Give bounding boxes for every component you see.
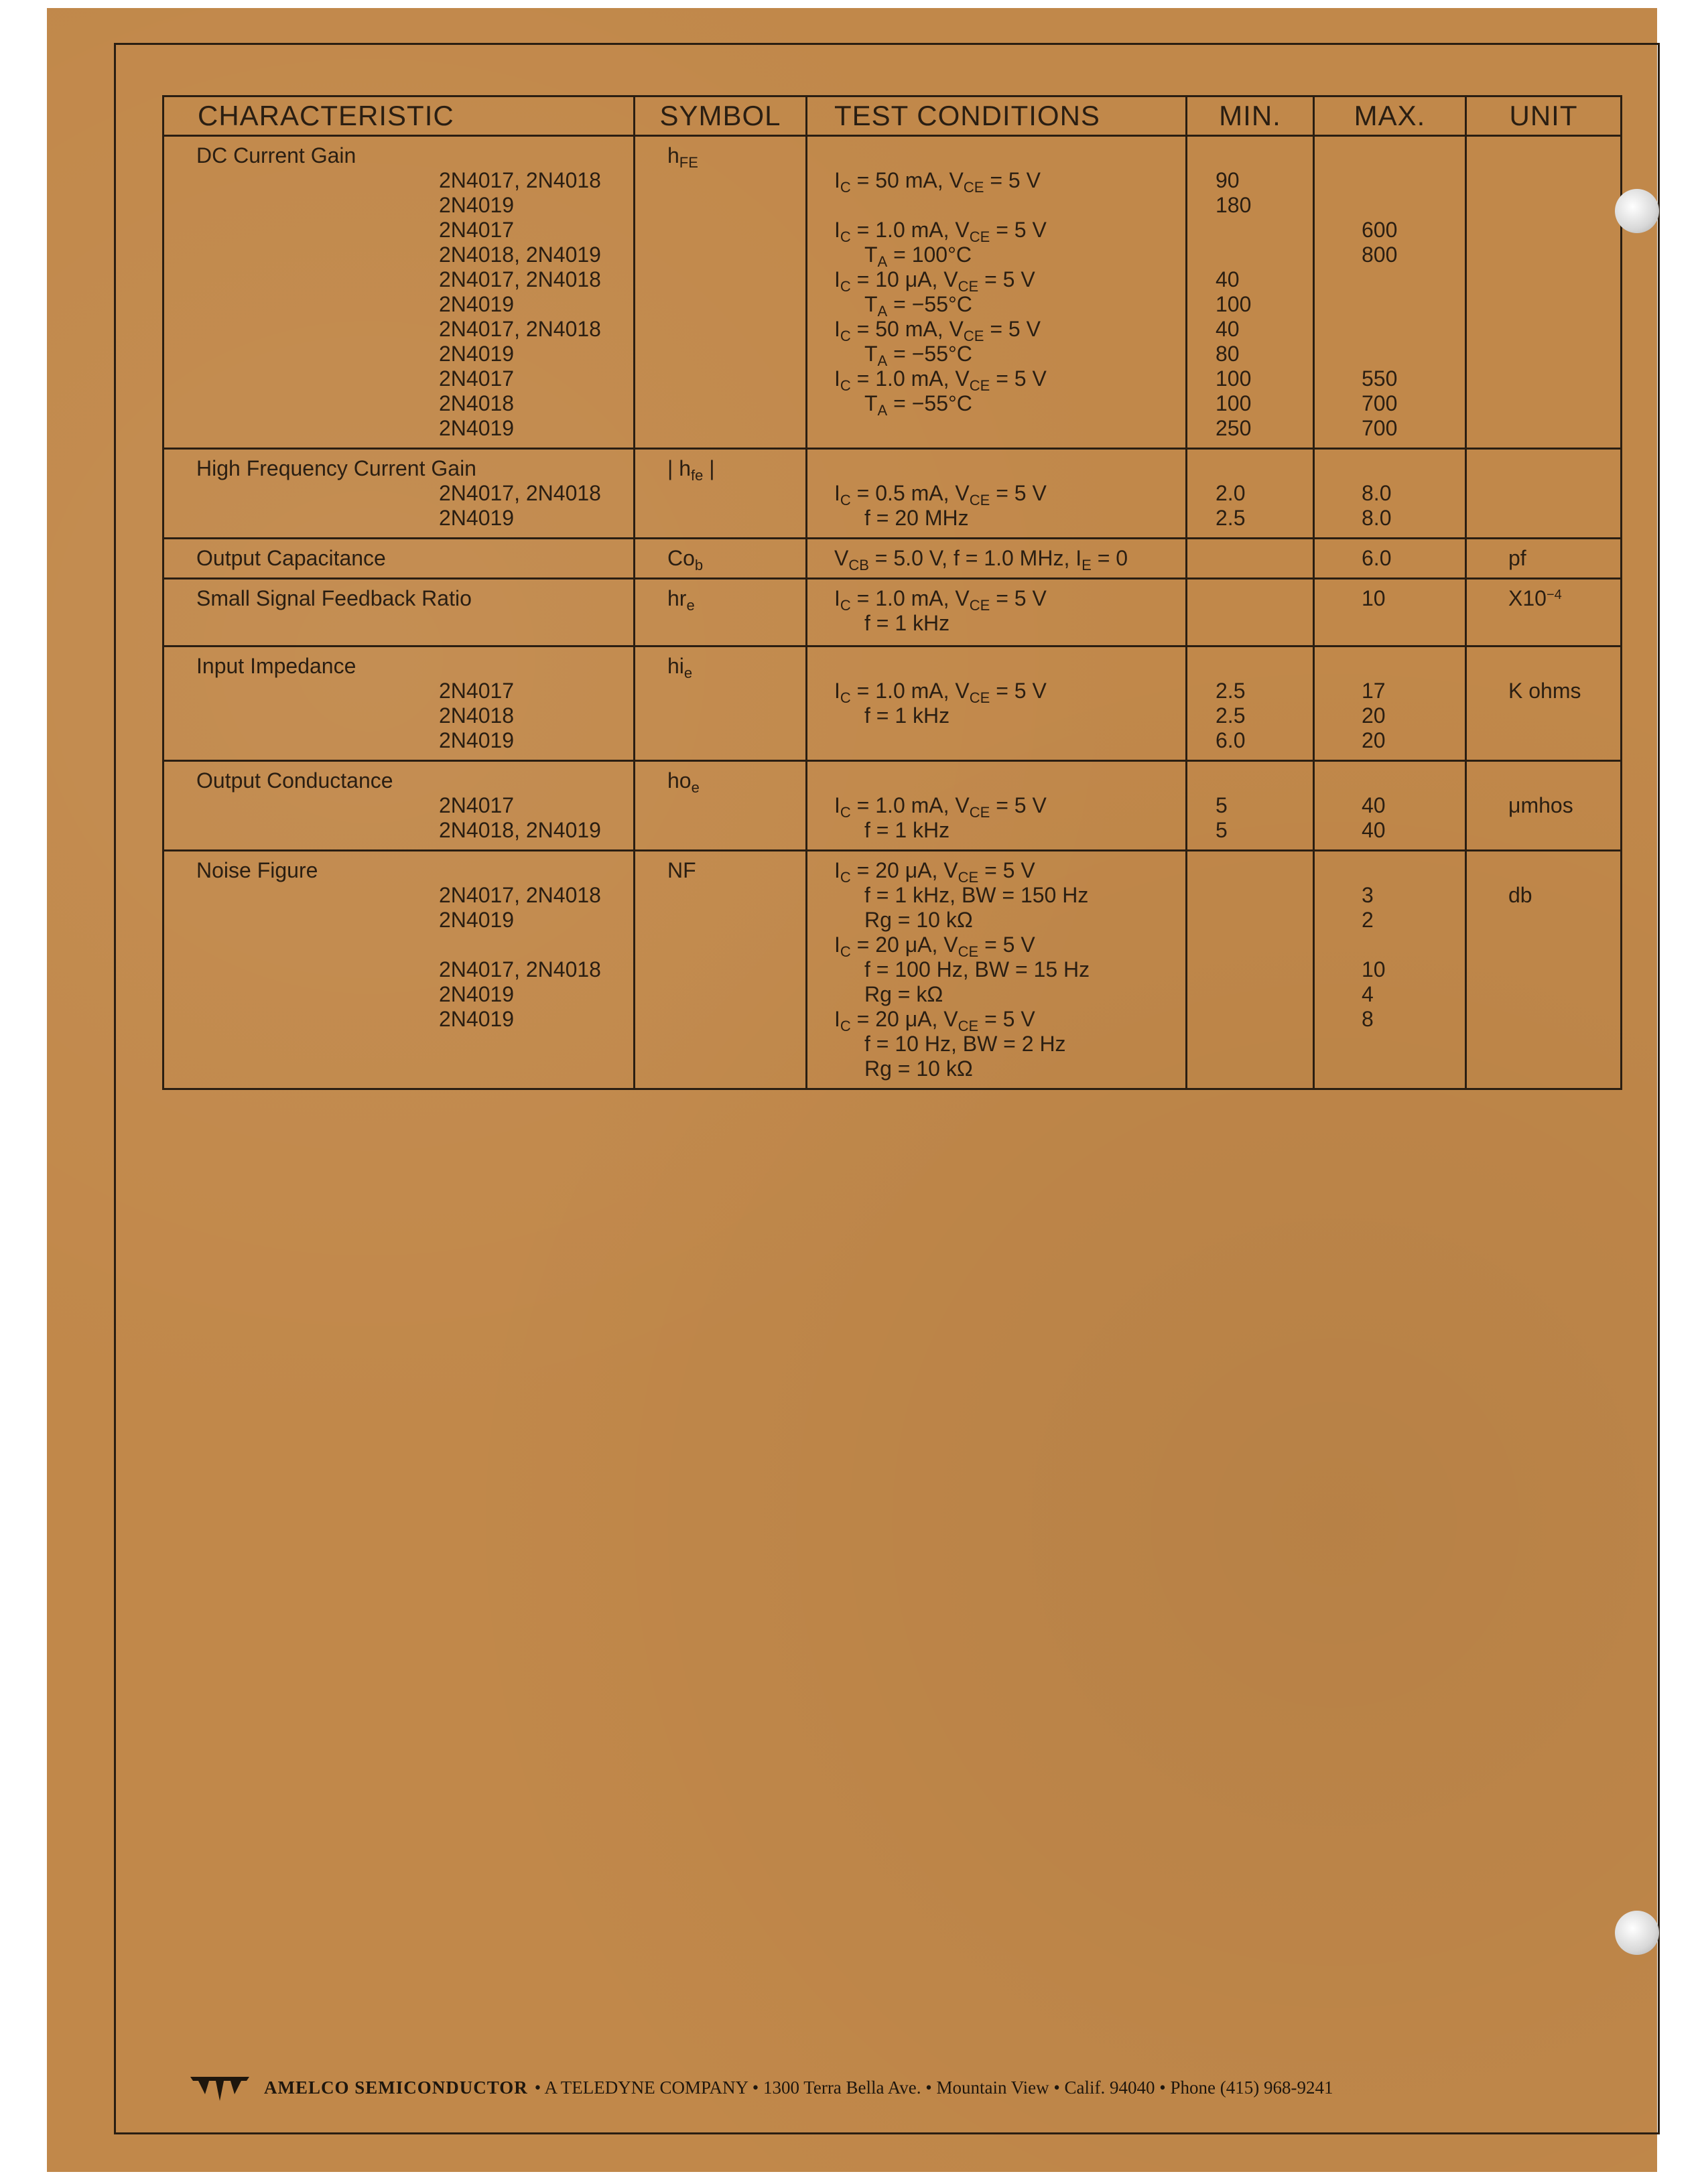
cell-conditions	[807, 579, 1187, 646]
max-value: 20	[1362, 703, 1386, 728]
device-type: 2N4017, 2N4018	[439, 481, 601, 505]
characteristic-name: Output Capacitance	[196, 546, 386, 570]
condition: $I_C = 1.0$ mA, $V_{CE} = 5$ V	[834, 793, 1047, 821]
device-type: 2N4018, 2N4019	[439, 818, 601, 842]
symbol: NF	[667, 858, 696, 882]
device-type	[171, 933, 627, 957]
condition: $T_A = -55^\circ C$	[864, 292, 972, 320]
max-value: 20	[1362, 728, 1386, 752]
min-value: 40	[1216, 267, 1240, 291]
cell-conditions	[807, 136, 1187, 449]
cell-symbol	[635, 646, 807, 761]
cell-unit	[1466, 646, 1622, 761]
table-header-row	[163, 96, 1622, 136]
cell-symbol	[635, 449, 807, 539]
symbol: $hr_e$	[667, 586, 695, 614]
min-value	[1194, 654, 1306, 679]
max-value	[1321, 456, 1458, 481]
max-value	[1321, 654, 1458, 679]
min-value: 2.0	[1216, 481, 1246, 505]
max-value: 700	[1362, 416, 1398, 440]
cell-symbol	[635, 579, 807, 646]
device-type: 2N4019	[439, 908, 515, 932]
cell-conditions	[807, 761, 1187, 851]
cell-symbol	[635, 136, 807, 449]
condition: $I_C = 1.0$ mA, $V_{CE} = 5$ V	[834, 366, 1047, 394]
condition	[814, 193, 1179, 218]
min-value: 250	[1216, 416, 1252, 440]
device-type: 2N4017	[439, 793, 515, 817]
device-type	[171, 1032, 627, 1056]
cell-unit	[1466, 579, 1622, 646]
condition: $I_C = 20$ μA, $V_{CE} = 5$ V	[834, 858, 1035, 886]
condition: Rg = 10 kΩ	[864, 1056, 973, 1081]
min-value: 90	[1216, 168, 1240, 192]
cell-characteristic	[163, 851, 635, 1089]
condition: $T_A = -55^\circ C$	[864, 342, 972, 369]
min-value: 5	[1216, 793, 1228, 817]
symbol: $ho_e$	[667, 768, 700, 796]
device-type: 2N4019	[439, 342, 515, 366]
condition: $I_C = 50$ mA, $V_{CE} = 5$ V	[834, 317, 1041, 344]
device-type: 2N4017, 2N4018	[439, 883, 601, 907]
max-value	[1321, 858, 1458, 883]
cell-conditions	[807, 646, 1187, 761]
cell-characteristic	[163, 449, 635, 539]
condition	[814, 654, 1179, 679]
min-value: 100	[1216, 366, 1252, 391]
cell-conditions	[807, 851, 1187, 1089]
table-row	[163, 851, 1622, 1089]
condition: f = 1 kHz, BW = 150 Hz	[864, 883, 1089, 907]
cell-symbol	[635, 761, 807, 851]
device-type: 2N4019	[439, 193, 515, 217]
table-row	[163, 449, 1622, 539]
condition: f = 10 Hz, BW = 2 Hz	[864, 1032, 1066, 1056]
max-value: 40	[1362, 793, 1386, 817]
binder-hole	[1615, 1911, 1659, 1955]
condition: $V_{CB} = 5.0$ V, f = 1.0 MHz, $I_E = 0$	[834, 546, 1128, 573]
max-value	[1321, 143, 1458, 168]
min-value	[1194, 456, 1306, 481]
characteristic-name: Noise Figure	[196, 858, 318, 882]
min-value: 180	[1216, 193, 1252, 217]
max-value	[1321, 292, 1458, 317]
condition: $I_C = 50$ mA, $V_{CE} = 5$ V	[834, 168, 1041, 196]
min-value	[1194, 143, 1306, 168]
condition	[814, 143, 1179, 168]
symbol: $h_{FE}$	[667, 143, 698, 171]
max-value	[1321, 342, 1458, 366]
device-type: 2N4017, 2N4018	[439, 957, 601, 981]
cell-unit	[1466, 851, 1622, 1089]
max-value: 10	[1362, 586, 1386, 610]
device-type: 2N4019	[439, 728, 515, 752]
min-value: 5	[1216, 818, 1228, 842]
symbol: $Co_b$	[667, 546, 704, 573]
condition: Rg = 10 kΩ	[864, 908, 973, 932]
condition	[814, 768, 1179, 793]
min-value: 40	[1216, 317, 1240, 341]
cell-symbol	[635, 851, 807, 1089]
unit-value: pf	[1508, 546, 1526, 570]
max-value: 800	[1362, 243, 1398, 267]
max-value: 6.0	[1362, 546, 1392, 570]
condition: $I_C = 1.0$ mA, $V_{CE} = 5$ V	[834, 586, 1047, 614]
min-value: 2.5	[1216, 703, 1246, 728]
max-value	[1321, 768, 1458, 793]
max-value: 700	[1362, 391, 1398, 415]
cell-characteristic	[163, 539, 635, 579]
header-max: MAX.	[1314, 96, 1466, 136]
max-value	[1321, 193, 1458, 218]
max-value: 4	[1362, 982, 1374, 1006]
condition: $I_C = 20$ μA, $V_{CE} = 5$ V	[834, 933, 1035, 960]
device-type: 2N4018	[439, 391, 515, 415]
cell-min	[1187, 646, 1314, 761]
max-value: 10	[1362, 957, 1386, 981]
min-value	[1194, 243, 1306, 267]
cell-min	[1187, 761, 1314, 851]
condition	[814, 456, 1179, 481]
device-type: 2N4018, 2N4019	[439, 243, 601, 267]
condition: f = 1 kHz	[864, 818, 950, 842]
max-value: 17	[1362, 679, 1386, 703]
device-type	[171, 1056, 627, 1081]
min-value: 2.5	[1216, 679, 1246, 703]
unit-value	[1474, 654, 1614, 679]
min-value: 100	[1216, 292, 1252, 316]
cell-max	[1314, 579, 1466, 646]
cell-min	[1187, 539, 1314, 579]
cell-unit	[1466, 136, 1622, 449]
characteristics-table	[162, 95, 1622, 1090]
condition: $T_A = -55^\circ C$	[864, 391, 972, 419]
condition: f = 100 Hz, BW = 15 Hz	[864, 957, 1090, 981]
min-value: 6.0	[1216, 728, 1246, 752]
unit-value: db	[1508, 883, 1532, 907]
device-type: 2N4017	[439, 366, 515, 391]
company-address: • A TELEDYNE COMPANY • 1300 Terra Bella Ave. • Mountain View • Calif. 94040 • Phone (415) 968-9241	[534, 2077, 1333, 2098]
max-value	[1321, 933, 1458, 957]
device-type: 2N4019	[439, 416, 515, 440]
condition: Rg = kΩ	[864, 982, 943, 1006]
max-value: 2	[1362, 908, 1374, 932]
cell-min	[1187, 851, 1314, 1089]
condition: $I_C = 1.0$ mA, $V_{CE} = 5$ V	[834, 218, 1047, 245]
table-row	[163, 646, 1622, 761]
header-characteristic: CHARACTERISTIC	[163, 96, 635, 136]
unit-value	[1474, 858, 1614, 883]
min-value: 100	[1216, 391, 1252, 415]
table-row	[163, 579, 1622, 646]
header-min: MIN.	[1187, 96, 1314, 136]
max-value: 8.0	[1362, 506, 1392, 530]
cell-symbol	[635, 539, 807, 579]
condition: f = 1 kHz	[864, 703, 950, 728]
cell-unit	[1466, 449, 1622, 539]
condition: $I_C = 10$ μA, $V_{CE} = 5$ V	[834, 267, 1035, 295]
cell-unit	[1466, 539, 1622, 579]
symbol: $hi_e$	[667, 654, 693, 681]
condition: f = 20 MHz	[864, 506, 969, 530]
company-name: AMELCO SEMICONDUCTOR	[264, 2077, 528, 2098]
table-row	[163, 539, 1622, 579]
characteristic-name: Output Conductance	[196, 768, 393, 793]
device-type: 2N4017	[439, 218, 515, 242]
max-value: 600	[1362, 218, 1398, 242]
min-value: 2.5	[1216, 506, 1246, 530]
max-value: 8	[1362, 1007, 1374, 1031]
device-type: 2N4019	[439, 1007, 515, 1031]
max-value: 550	[1362, 366, 1398, 391]
unit-value	[1474, 768, 1614, 793]
cell-conditions	[807, 449, 1187, 539]
max-value: 40	[1362, 818, 1386, 842]
cell-characteristic	[163, 761, 635, 851]
condition: $T_A = 100^\circ C$	[864, 243, 972, 270]
min-value	[1194, 218, 1306, 243]
cell-min	[1187, 136, 1314, 449]
characteristic-name: Small Signal Feedback Ratio	[196, 586, 472, 610]
device-type: 2N4019	[439, 506, 515, 530]
footer	[189, 2071, 1333, 2104]
cell-characteristic	[163, 646, 635, 761]
condition: $I_C = 1.0$ mA, $V_{CE} = 5$ V	[834, 679, 1047, 706]
characteristic-name: DC Current Gain	[196, 143, 356, 167]
unit-value: K ohms	[1508, 679, 1581, 703]
symbol: | $h_{fe}$ |	[667, 456, 715, 484]
header-symbol: SYMBOL	[635, 96, 807, 136]
unit-value: μmhos	[1508, 793, 1573, 817]
binder-hole	[1615, 189, 1659, 233]
min-value: 80	[1216, 342, 1240, 366]
device-type: 2N4019	[439, 982, 515, 1006]
device-type: 2N4017	[439, 679, 515, 703]
cell-max	[1314, 851, 1466, 1089]
cell-min	[1187, 449, 1314, 539]
cell-characteristic	[163, 136, 635, 449]
condition: f = 1 kHz	[864, 611, 950, 635]
cell-max	[1314, 449, 1466, 539]
max-value	[1321, 317, 1458, 342]
characteristic-name: High Frequency Current Gain	[196, 456, 476, 480]
cell-conditions	[807, 539, 1187, 579]
condition: $I_C = 0.5$ mA, $V_{CE} = 5$ V	[834, 481, 1047, 508]
max-value: 8.0	[1362, 481, 1392, 505]
max-value	[1321, 168, 1458, 193]
header-test-conditions: TEST CONDITIONS	[807, 96, 1187, 136]
min-value	[1194, 768, 1306, 793]
cell-max	[1314, 136, 1466, 449]
max-value: 3	[1362, 883, 1374, 907]
cell-characteristic	[163, 579, 635, 646]
cell-max	[1314, 646, 1466, 761]
unit-value: $X10^{-4}$	[1508, 586, 1562, 610]
cell-max	[1314, 761, 1466, 851]
table-row	[163, 761, 1622, 851]
device-type: 2N4017, 2N4018	[439, 267, 601, 291]
max-value	[1321, 267, 1458, 292]
document-page	[47, 8, 1657, 2172]
characteristic-name: Input Impedance	[196, 654, 356, 678]
cell-unit	[1466, 761, 1622, 851]
device-type: 2N4018	[439, 703, 515, 728]
device-type: 2N4017, 2N4018	[439, 168, 601, 192]
device-type: 2N4019	[439, 292, 515, 316]
table-row	[163, 136, 1622, 449]
cell-min	[1187, 579, 1314, 646]
teledyne-logo-icon	[189, 2071, 251, 2104]
condition: $I_C = 20$ μA, $V_{CE} = 5$ V	[834, 1007, 1035, 1034]
device-type: 2N4017, 2N4018	[439, 317, 601, 341]
header-unit: UNIT	[1466, 96, 1622, 136]
cell-max	[1314, 539, 1466, 579]
